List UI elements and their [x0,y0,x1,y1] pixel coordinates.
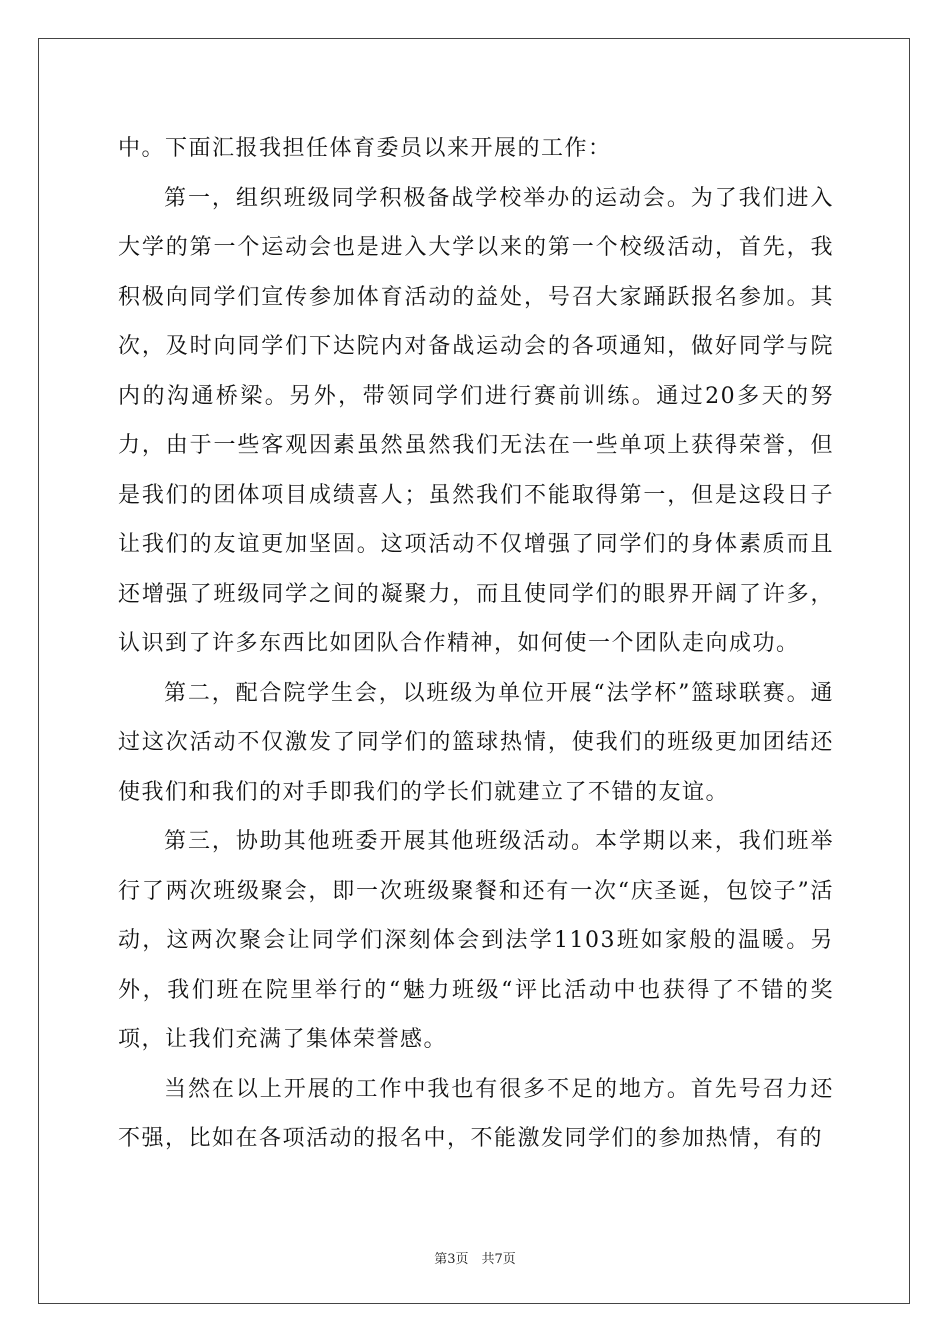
document-body [118,124,834,1164]
paragraph-sports-meet: 第一，组织班级同学积极备战学校举办的运动会。为了我们进入大学的第一个运动会也是进入大学以来的第一个校级活动，首先，我积极向同学们宣传参加体育活动的益处，号召大家踊跃报名参加。其次，及时向同学们下达院内对备战运动会的各项通知，做好同学与院内的沟通桥梁。另外，带领同学们进行赛前训练。通过20多天的努力，由于一些客观因素虽然虽然我们无法在一些单项上获得荣誉，但是我们的团体项目成绩喜人；虽然我们不能取得第一，但是这段日子让我们的友谊更加坚固。这项活动不仅增强了同学们的身体素质而且还增强了班级同学之间的凝聚力，而且使同学们的眼界开阔了许多，认识到了许多东西比如团队合作精神，如何使一个团队走向成功。 [118,185,834,656]
paragraph-continuation: 中。下面汇报我担任体育委员以来开展的工作： [118,136,612,161]
paragraph-class-activities: 第三，协助其他班委开展其他班级活动。本学期以来，我们班举行了两次班级聚会，即一次班级聚餐和还有一次“庆圣诞，包饺子”活动，这两次聚会让同学们深刻体会到法学1103班如家般的温暖。另外，我们班在院里举行的“魅力班级“评比活动中也获得了不错的奖项，让我们充满了集体荣誉感。 [118,829,834,1052]
paragraph-basketball: 第二，配合院学生会，以班级为单位开展“法学杯”篮球联赛。通过这次活动不仅激发了同学们的篮球热情，使我们的班级更加团结还使我们和我们的对手即我们的学长们就建立了不错的友谊。 [118,680,834,805]
page-number-footer: 第3页 共7页 [434,1252,516,1267]
paragraph-shortcomings: 当然在以上开展的工作中我也有很多不足的地方。首先号召力还不强，比如在各项活动的报名中，不能激发同学们的参加热情，有的 [118,1076,834,1151]
